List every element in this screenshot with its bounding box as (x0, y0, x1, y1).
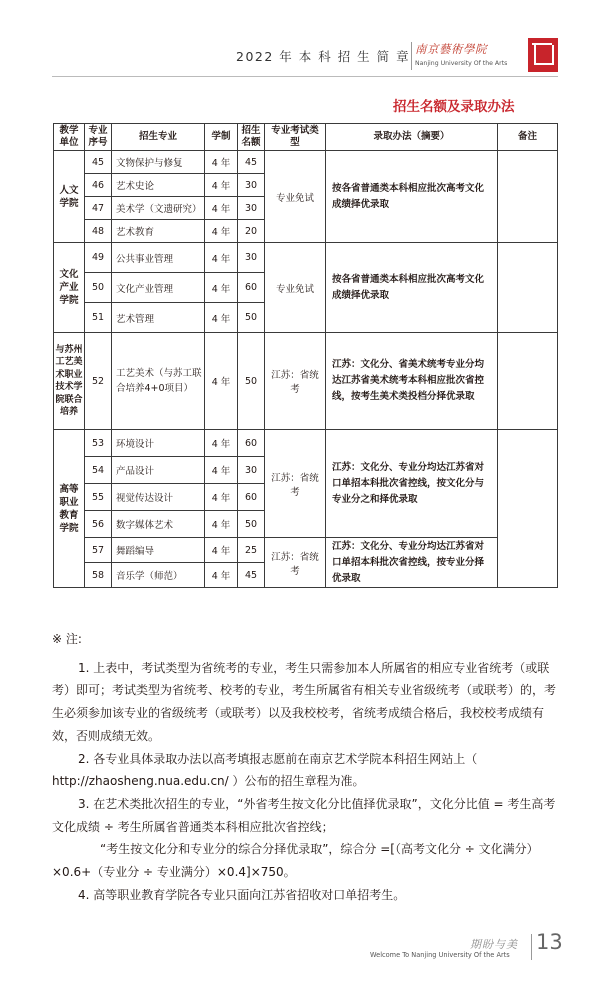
note-3-formula: “考生按文化分和专业分的综合分择优录取”，综合分 =[（高考文化分 ÷ 文化满分）×0.6+（专业分 ÷ 专业满分）×0.4]×750。 (52, 842, 539, 880)
major-name: 艺术教育 (112, 220, 205, 243)
quota: 60 (238, 484, 265, 511)
exam-type: 江苏：省统考 (265, 538, 326, 588)
page-number: 13 (536, 930, 563, 954)
major-number: 51 (85, 303, 112, 333)
quota: 50 (238, 303, 265, 333)
header-number: 专业序号 (85, 124, 112, 151)
brand-name-en: Nanjing University Of the Arts (415, 60, 508, 67)
header-quota: 招生名额 (238, 124, 265, 151)
major-number: 53 (85, 430, 112, 457)
major-number: 48 (85, 220, 112, 243)
major-number: 49 (85, 243, 112, 273)
duration: 4 年 (205, 151, 238, 174)
major-number: 54 (85, 457, 112, 484)
unit-cell: 文化产业学院 (54, 243, 85, 333)
unit-cell: 高等职业教育学院 (54, 430, 85, 588)
header-separator (411, 42, 412, 70)
duration: 4 年 (205, 563, 238, 588)
major-name: 文物保护与修复 (112, 151, 205, 174)
quota: 30 (238, 243, 265, 273)
exam-type: 江苏：省统考 (265, 430, 326, 538)
admission-method: 按各省普通类本科相应批次高考文化成绩择优录取 (326, 151, 498, 243)
major-name: 工艺美术（与苏工联合培养4+0项目） (112, 333, 205, 430)
quota: 60 (238, 273, 265, 303)
section-title: 招生名额及录取办法 (393, 99, 515, 115)
quota: 60 (238, 430, 265, 457)
major-name: 舞蹈编导 (112, 538, 205, 563)
major-name: 环境设计 (112, 430, 205, 457)
admission-method: 江苏：文化分、省美术统考专业分均达江苏省美术统考本科相应批次省控线，按考生美术类投档分择优录取 (326, 333, 498, 430)
table-row (54, 243, 558, 273)
duration: 4 年 (205, 538, 238, 563)
major-number: 45 (85, 151, 112, 174)
duration: 4 年 (205, 430, 238, 457)
exam-type: 江苏：省统考 (265, 333, 326, 430)
duration: 4 年 (205, 457, 238, 484)
duration: 4 年 (205, 243, 238, 273)
quota: 30 (238, 197, 265, 220)
exam-type: 专业免试 (265, 243, 326, 333)
quota: 30 (238, 174, 265, 197)
major-name: 美术学（文遗研究） (112, 197, 205, 220)
table-header-row (54, 124, 558, 151)
remarks-cell (498, 243, 558, 333)
table-row (54, 333, 558, 430)
exam-type: 专业免试 (265, 151, 326, 243)
notes-section (52, 628, 558, 906)
quota: 20 (238, 220, 265, 243)
major-name: 产品设计 (112, 457, 205, 484)
remarks-cell (498, 151, 558, 243)
footer-slogan: 期盼与美 (470, 938, 518, 951)
header-major: 招生专业 (112, 124, 205, 151)
note-3: 3. 在艺术类批次招生的专业，“外省考生按文化分比值择优录取”，文化分比值 = 考生高考文化成绩 ÷ 考生所属省普通类本科相应批次省控线； (52, 796, 556, 834)
major-number: 56 (85, 511, 112, 538)
admission-method: 按各省普通类本科相应批次高考文化成绩择优录取 (326, 243, 498, 333)
duration: 4 年 (205, 511, 238, 538)
footer-welcome: Welcome To Nanjing University Of the Arts (370, 951, 510, 959)
unit-cell: 人文学院 (54, 151, 85, 243)
note-4: 4. 高等职业教育学院各专业只面向江苏省招收对口单招考生。 (78, 887, 406, 902)
major-name: 艺术史论 (112, 174, 205, 197)
table-row (54, 430, 558, 457)
major-number: 57 (85, 538, 112, 563)
notes-marker: ※ 注: (52, 632, 82, 646)
quota: 45 (238, 151, 265, 174)
major-number: 50 (85, 273, 112, 303)
header-brand (415, 41, 525, 67)
unit-cell: 与苏州工艺美术职业技术学院联合培养 (54, 333, 85, 430)
header-duration: 学制 (205, 124, 238, 151)
remarks-cell (498, 333, 558, 430)
header-rule (52, 76, 558, 77)
major-name: 公共事业管理 (112, 243, 205, 273)
header-doc-title: 2022 年 本 科 招 生 简 章 (236, 49, 411, 64)
duration: 4 年 (205, 174, 238, 197)
major-name: 艺术管理 (112, 303, 205, 333)
note-1: 1. 上表中，考试类型为省统考的专业，考生只需参加本人所属省的相应专业省统考（或联考）即可；考试类型为省统考、校考的专业，考生所属省有相关专业省级统考（或联考）的，考生必须参加该专业的省级统考（或联考）以及我校校考，省统考成绩合格后，我校校考成绩有效，否则成绩无效。 (52, 660, 557, 743)
major-name: 数字媒体艺术 (112, 511, 205, 538)
quota: 50 (238, 333, 265, 430)
duration: 4 年 (205, 484, 238, 511)
major-number: 47 (85, 197, 112, 220)
major-number: 46 (85, 174, 112, 197)
header-method: 录取办法（摘要） (326, 124, 498, 151)
duration: 4 年 (205, 303, 238, 333)
admission-table (53, 123, 558, 588)
logo-seal-icon (528, 38, 558, 72)
admission-method: 江苏：文化分、专业分均达江苏省对口单招本科批次省控线，按文化分与专业分之和择优录取 (326, 430, 498, 538)
major-number: 58 (85, 563, 112, 588)
footer-separator (531, 934, 532, 960)
duration: 4 年 (205, 197, 238, 220)
duration: 4 年 (205, 220, 238, 243)
table-row (54, 151, 558, 174)
header-remarks: 备注 (498, 124, 558, 151)
admission-method: 江苏：文化分、专业分均达江苏省对口单招本科批次省控线，按专业分择优录取 (326, 538, 498, 588)
note-2: 2. 各专业具体录取办法以高考填报志愿前在南京艺术学院本科招生网站上（ http://zhaosheng.nua.edu.cn/ ）公布的招生章程为准。 (52, 751, 478, 789)
major-number: 55 (85, 484, 112, 511)
major-name: 文化产业管理 (112, 273, 205, 303)
table-row (54, 538, 558, 563)
brand-name-cn: 南京藝術學院 (415, 42, 487, 56)
duration: 4 年 (205, 273, 238, 303)
remarks-cell (498, 430, 558, 588)
quota: 30 (238, 457, 265, 484)
header-unit: 教学单位 (54, 124, 85, 151)
header-exam-type: 专业考试类型 (265, 124, 326, 151)
quota: 45 (238, 563, 265, 588)
quota: 25 (238, 538, 265, 563)
quota: 50 (238, 511, 265, 538)
major-number: 52 (85, 333, 112, 430)
major-name: 音乐学（师范） (112, 563, 205, 588)
major-name: 视觉传达设计 (112, 484, 205, 511)
duration: 4 年 (205, 333, 238, 430)
